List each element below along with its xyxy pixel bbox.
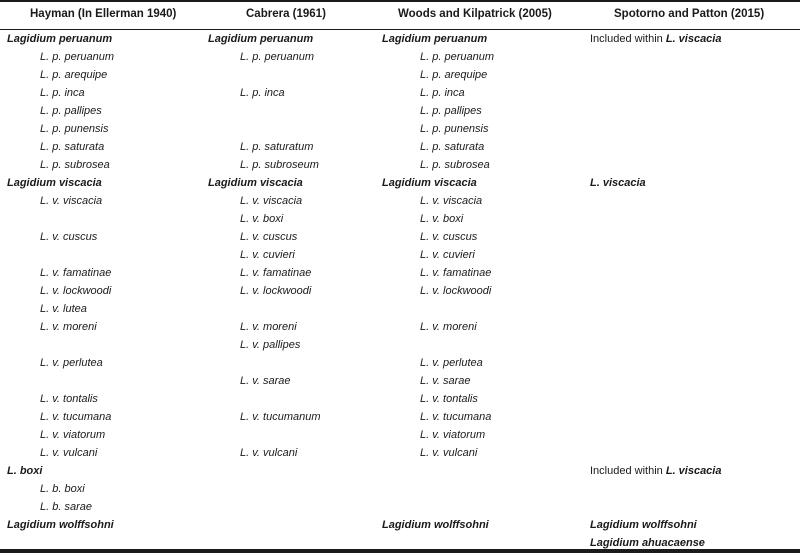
- table-cell-col0: L. b. boxi: [40, 483, 85, 495]
- table-cell-col1: L. v. pallipes: [240, 339, 301, 351]
- table-cell-col2: L. p. subrosea: [420, 159, 490, 171]
- table-cell-col2: L. p. punensis: [420, 123, 489, 135]
- table-cell-col1: L. v. moreni: [240, 321, 297, 333]
- table-cell-col2: L. v. viatorum: [420, 429, 486, 441]
- table-cell-col0: L. v. moreni: [40, 321, 97, 333]
- table-cell-col2: L. v. cuvieri: [420, 249, 475, 261]
- table-cell-col2: Lagidium peruanum: [382, 33, 488, 45]
- table-cell-col1: L. v. sarae: [240, 375, 291, 387]
- table-cell-col0: L. p. subrosea: [40, 159, 110, 171]
- table-cell-col1: Lagidium viscacia: [208, 177, 303, 189]
- table-cell-col2: Lagidium wolffsohni: [382, 519, 489, 531]
- table-cell-col1: L. v. cuvieri: [240, 249, 295, 261]
- taxon-name: Lagidium wolffsohni: [590, 519, 697, 531]
- table-cell-col1: L. p. saturatum: [240, 141, 314, 153]
- table-cell-col0: L. p. punensis: [40, 123, 109, 135]
- table-cell-col1: L. v. famatinae: [240, 267, 312, 279]
- table-cell-col0: L. p. saturata: [40, 141, 105, 153]
- table-cell-col0: L. p. arequipe: [40, 69, 108, 81]
- table-cell-col1: L. v. vulcani: [240, 447, 298, 459]
- table-cell-col0: L. v. tucumana: [40, 411, 112, 423]
- taxon-name: L. viscacia: [665, 465, 722, 477]
- table-cell-col2: L. p. arequipe: [420, 69, 488, 81]
- header-woods-kilpatrick: Woods and Kilpatrick (2005): [398, 8, 552, 20]
- table-cell-col2: L. v. famatinae: [420, 267, 492, 279]
- table-cell-col1: L. v. tucumanum: [240, 411, 321, 423]
- taxon-name: L. viscacia: [590, 177, 646, 189]
- table-cell-col0: Lagidium wolffsohni: [7, 519, 114, 531]
- table-cell-col2: L. v. vulcani: [420, 447, 478, 459]
- taxon-name: Lagidium ahuacaense: [590, 537, 705, 549]
- included-within-text: Included within: [590, 33, 666, 45]
- table-top-rule: [0, 0, 800, 2]
- included-within-text: Included within: [590, 465, 666, 477]
- table-header-rule: [0, 29, 800, 30]
- table-cell-col2: Lagidium viscacia: [382, 177, 477, 189]
- table-cell-col1: L. v. cuscus: [240, 231, 298, 243]
- table-cell-col0: L. v. famatinae: [40, 267, 112, 279]
- table-cell-col0: Lagidium viscacia: [7, 177, 102, 189]
- table-cell-col1: L. p. peruanum: [240, 51, 314, 63]
- table-cell-col2: L. v. viscacia: [420, 195, 483, 207]
- table-cell-col1: L. v. lockwoodi: [240, 285, 312, 297]
- table-cell-col3: [590, 518, 697, 532]
- table-cell-col1: L. p. subroseum: [240, 159, 319, 171]
- taxon-name: L. viscacia: [665, 33, 722, 45]
- table-cell-col0: L. v. lutea: [40, 303, 87, 315]
- table-cell-col3: [590, 176, 646, 190]
- table-cell-col2: L. v. tucumana: [420, 411, 492, 423]
- table-bottom-rule: [0, 549, 800, 553]
- table-cell-col2: L. v. cuscus: [420, 231, 478, 243]
- table-cell-col0: L. v. lockwoodi: [40, 285, 112, 297]
- table-cell-col2: L. p. saturata: [420, 141, 485, 153]
- table-cell-col0: L. p. inca: [40, 87, 85, 99]
- table-cell-col2: L. v. tontalis: [420, 393, 478, 405]
- table-cell-col0: L. v. cuscus: [40, 231, 98, 243]
- table-cell-col2: L. p. peruanum: [420, 51, 494, 63]
- table-cell-col0: L. v. tontalis: [40, 393, 98, 405]
- header-spotorno-patton: Spotorno and Patton (2015): [614, 8, 765, 20]
- table-cell-col0: L. boxi: [7, 465, 43, 477]
- table-cell-col2: L. v. moreni: [420, 321, 477, 333]
- table-cell-col0: L. v. perlutea: [40, 357, 103, 369]
- table-cell-col2: L. v. sarae: [420, 375, 471, 387]
- table-cell-col3: [590, 32, 721, 46]
- table-cell-col0: L. v. vulcani: [40, 447, 98, 459]
- table-cell-col3: [590, 536, 705, 550]
- table-cell-col0: L. v. viatorum: [40, 429, 106, 441]
- table-cell-col2: L. v. lockwoodi: [420, 285, 492, 297]
- table-cell-col1: L. p. inca: [240, 87, 285, 99]
- table-cell-col2: L. p. inca: [420, 87, 465, 99]
- table-cell-col3: [590, 464, 721, 478]
- table-cell-col2: L. v. boxi: [420, 213, 464, 225]
- table-cell-col1: Lagidium peruanum: [208, 33, 314, 45]
- table-cell-col2: L. v. perlutea: [420, 357, 483, 369]
- header-cabrera: Cabrera (1961): [246, 8, 326, 20]
- table-cell-col2: L. p. pallipes: [420, 105, 482, 117]
- table-cell-col1: L. v. viscacia: [240, 195, 303, 207]
- header-hayman: Hayman (In Ellerman 1940): [30, 8, 177, 20]
- table-cell-col1: L. v. boxi: [240, 213, 284, 225]
- table-cell-col0: L. p. peruanum: [40, 51, 114, 63]
- table-cell-col0: L. p. pallipes: [40, 105, 102, 117]
- table-cell-col0: L. v. viscacia: [40, 195, 103, 207]
- table-cell-col0: L. b. sarae: [40, 501, 92, 513]
- table-cell-col0: Lagidium peruanum: [7, 33, 113, 45]
